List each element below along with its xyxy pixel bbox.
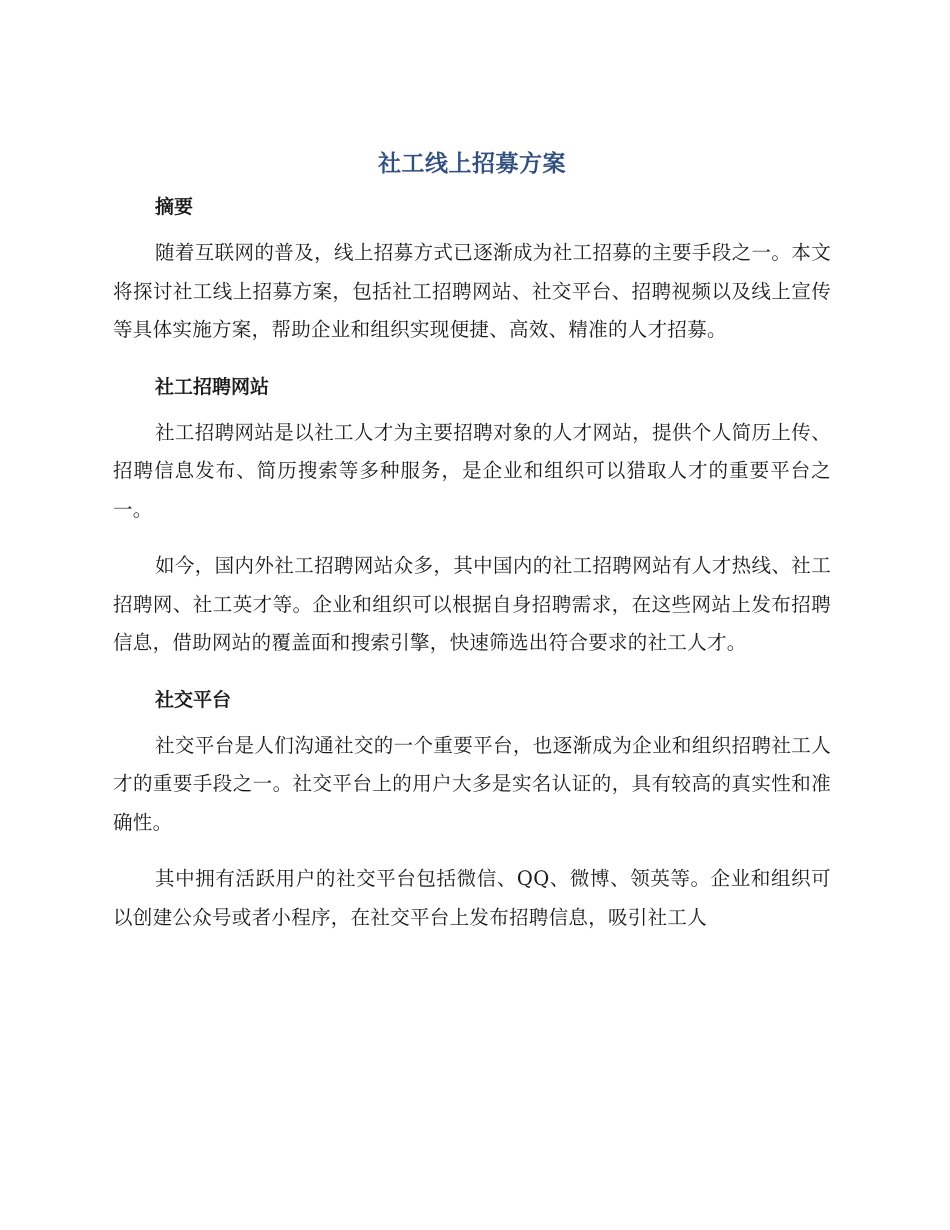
- section-heading-social-platforms: 社交平台: [155, 688, 232, 711]
- section-heading-recruitment-sites: 社工招聘网站: [155, 375, 270, 398]
- section-heading-abstract: 摘要: [155, 196, 194, 218]
- paragraph: 社工招聘网站是以社工人才为主要招聘对象的人才网站，提供个人简历上传、招聘信息发布、简历搜索等多种服务，是企业和组织可以猎取人才的重要平台之一。: [113, 420, 831, 521]
- paragraph: 其中拥有活跃用户的社交平台包括微信、QQ、微博、领英等。企业和组织可以创建公众号或者小程序，在社交平台上发布招聘信息，吸引社工人: [113, 867, 831, 929]
- document-page: [113, 140, 831, 937]
- paragraph: 如今，国内外社工招聘网站众多，其中国内的社工招聘网站有人才热线、社工招聘网、社工英才等。企业和组织可以根据自身招聘需求，在这些网站上发布招聘信息，借助网站的覆盖面和搜索引擎，快速筛选出符合要求的社工人才。: [113, 554, 831, 654]
- paragraph: 随着互联网的普及，线上招募方式已逐渐成为社工招募的主要手段之一。本文将探讨社工线上招募方案，包括社工招聘网站、社交平台、招聘视频以及线上宣传等具体实施方案，帮助企业和组织实现便捷、高效、精准的人才招募。: [113, 241, 831, 341]
- document-title: 社工线上招募方案: [378, 151, 566, 177]
- paragraph: 社交平台是人们沟通社交的一个重要平台，也逐渐成为企业和组织招聘社工人才的重要手段之一。社交平台上的用户大多是实名认证的，具有较高的真实性和准确性。: [113, 733, 831, 834]
